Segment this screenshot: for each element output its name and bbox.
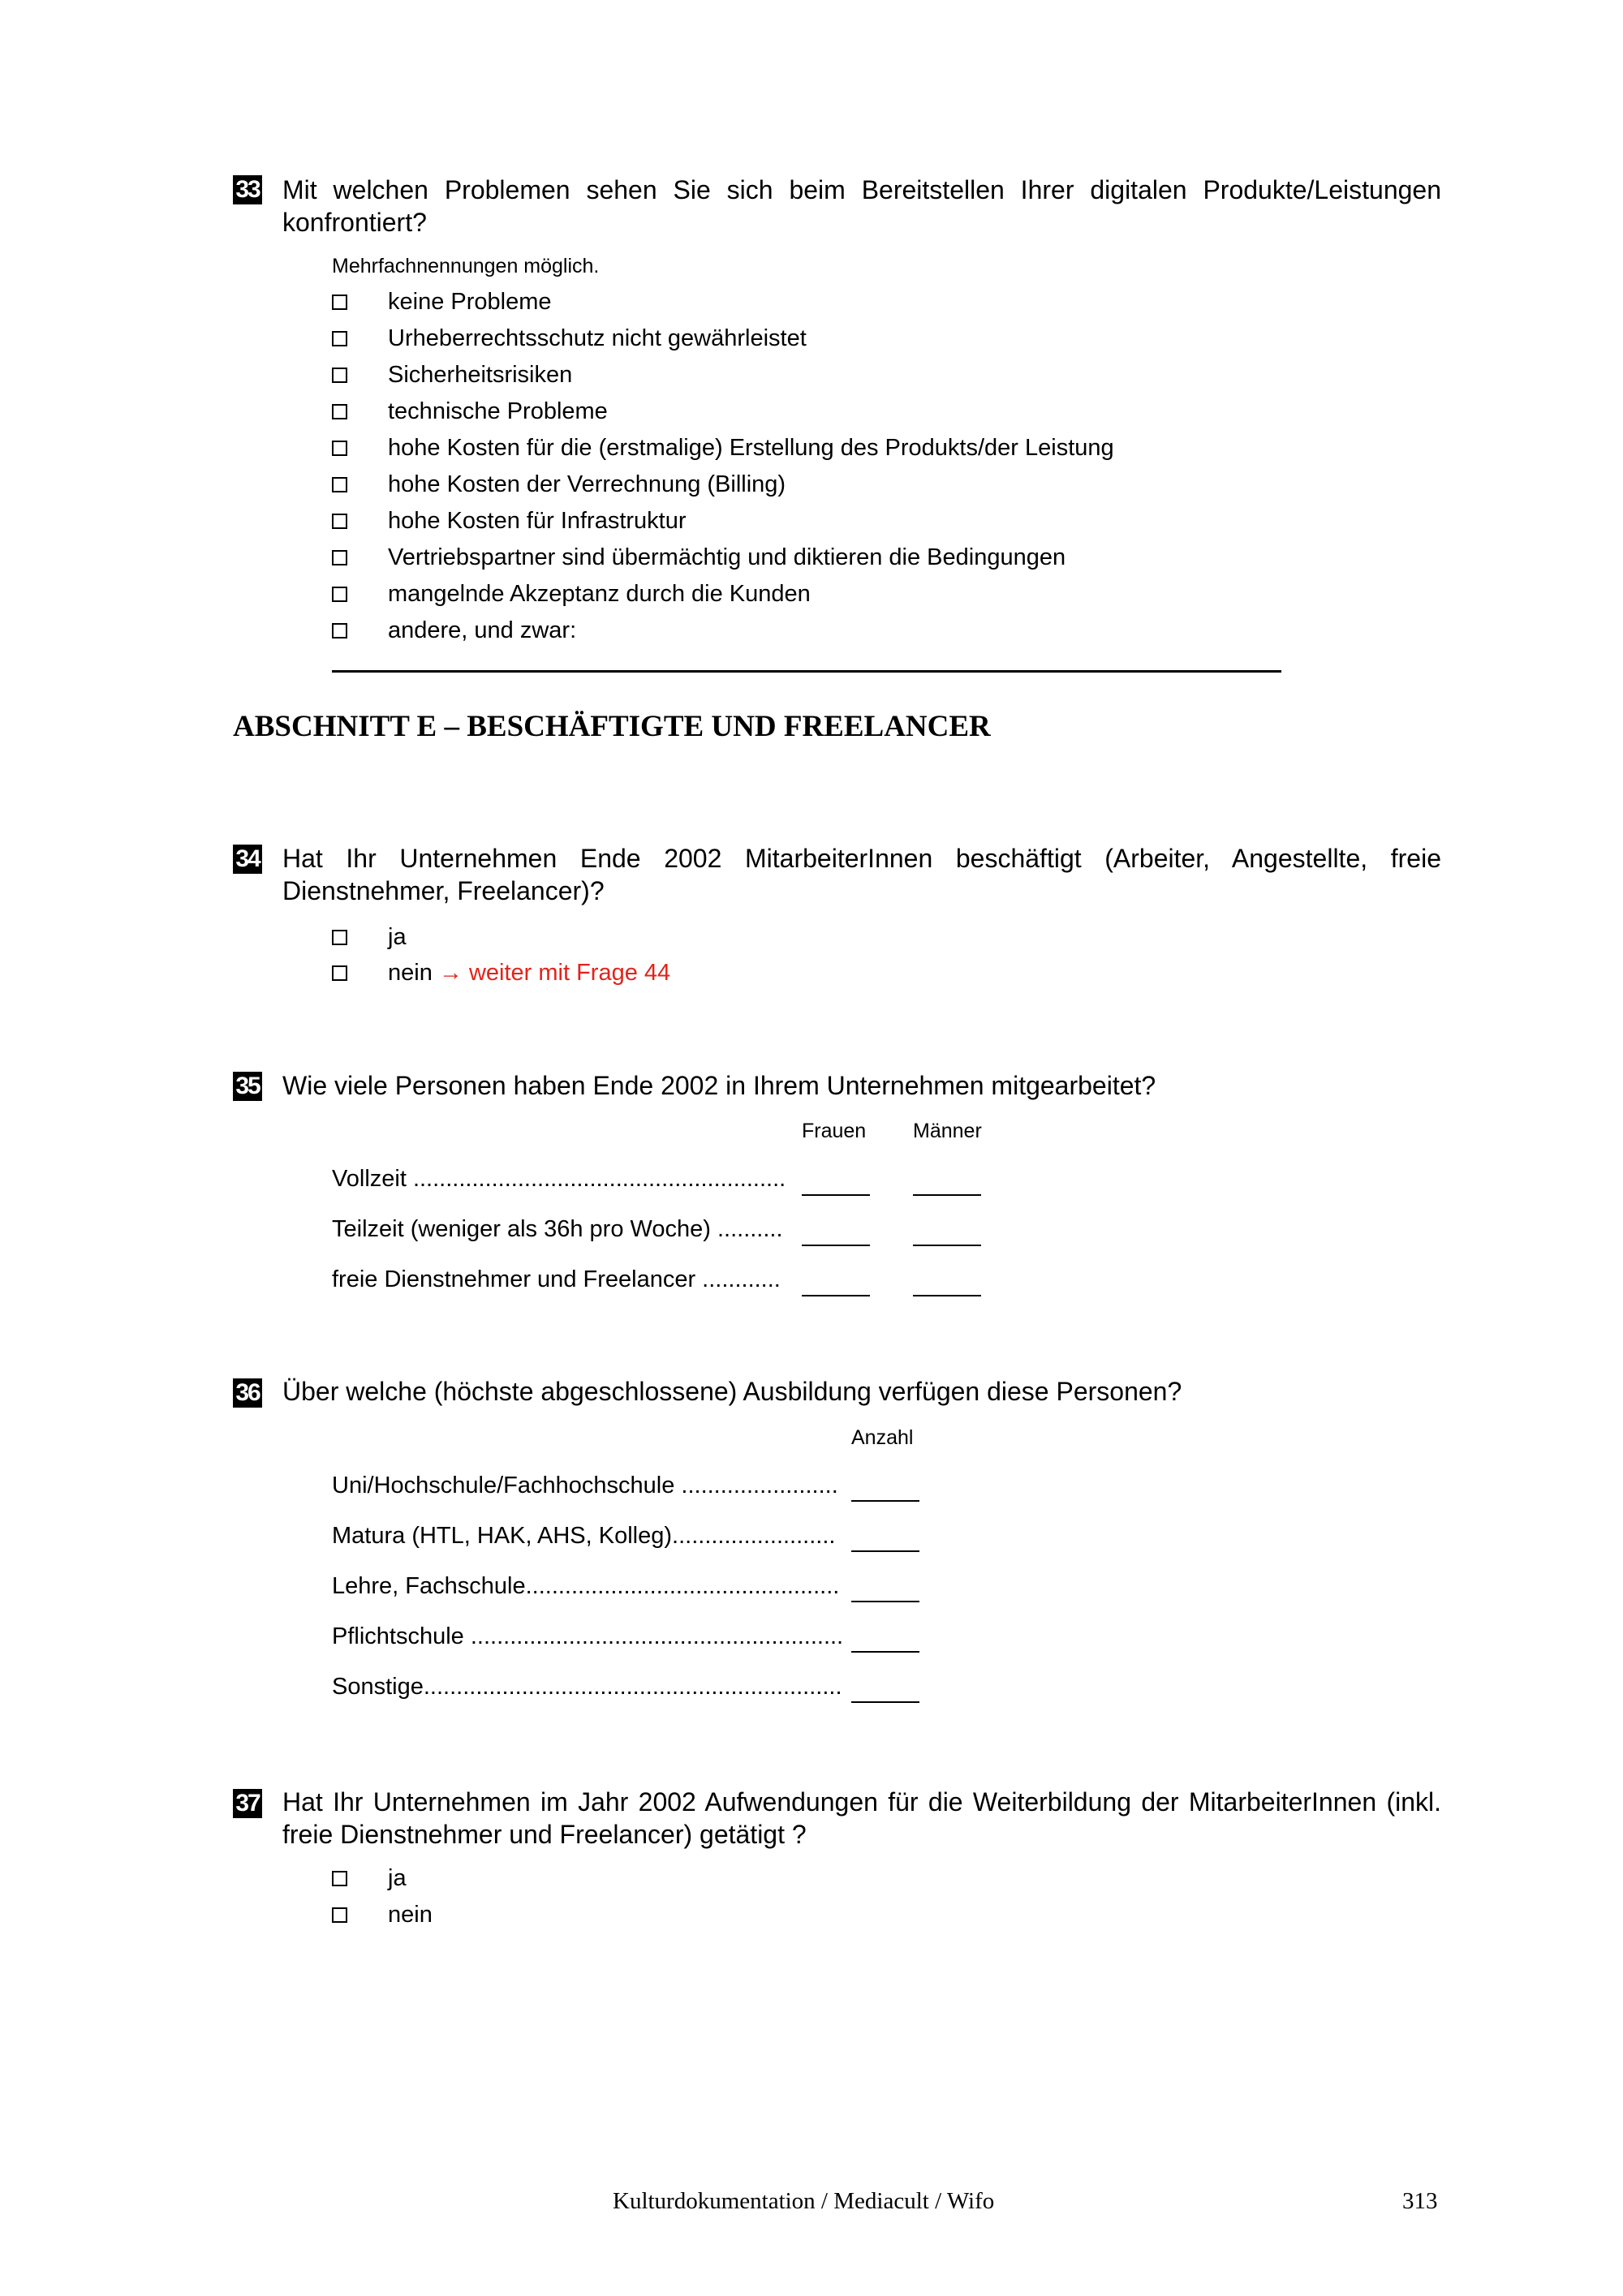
q35-row-freelancer: freie Dienstnehmer und Freelancer ............ xyxy=(332,1266,781,1292)
q36-row-compulsory: Pflichtschule ......................................................... xyxy=(332,1623,844,1649)
checkbox[interactable] xyxy=(332,623,347,638)
option-label: hohe Kosten für die (erstmalige) Erstellung des Produkts/der Leistung xyxy=(388,435,1114,461)
q35-parttime-men-field[interactable] xyxy=(913,1245,981,1246)
checkbox[interactable] xyxy=(332,1907,347,1923)
q35-row-fulltime: Vollzeit ......................................................... xyxy=(332,1166,786,1192)
option-label: ja xyxy=(388,1865,407,1891)
skip-instruction: weiter mit Frage 44 xyxy=(468,960,671,986)
checkbox[interactable] xyxy=(332,550,347,565)
question-34-text: Hat Ihr Unternehmen Ende 2002 MitarbeiterInnen beschäftigt (Arbeiter, Angestellte, freie Dienstnehmer, Freelancer)? xyxy=(282,844,1441,905)
option-label: hohe Kosten für Infrastruktur xyxy=(388,508,687,534)
q35-row-parttime: Teilzeit (weniger als 36h pro Woche) .......... xyxy=(332,1216,783,1242)
option-label: andere, und zwar: xyxy=(388,617,577,643)
option-label: technische Probleme xyxy=(388,398,608,424)
q33-option-5[interactable] xyxy=(332,430,1114,467)
option-label: Vertriebspartner sind übermächtig und diktieren die Bedingungen xyxy=(388,544,1066,570)
q33-option-4[interactable] xyxy=(332,393,608,430)
question-number-35: 35 xyxy=(233,1072,262,1101)
question-33-text: Mit welchen Problemen sehen Sie sich beim Bereitstellen Ihrer digitalen Produkte/Leistungen konfrontiert? xyxy=(282,175,1441,237)
checkbox[interactable] xyxy=(332,441,347,456)
question-36-text: Über welche (höchste abgeschlossene) Ausbildung verfügen diese Personen? xyxy=(282,1377,1182,1406)
skip-arrow-icon: → xyxy=(438,960,463,986)
q37-option-nein[interactable] xyxy=(332,1897,433,1933)
q33-option-7[interactable] xyxy=(332,503,687,540)
q36-matura-field[interactable] xyxy=(851,1550,919,1552)
question-number-37: 37 xyxy=(233,1789,262,1818)
option-label: keine Probleme xyxy=(388,289,552,315)
q35-parttime-women-field[interactable] xyxy=(802,1245,870,1246)
q34-option-ja[interactable] xyxy=(332,919,407,956)
question-37-text: Hat Ihr Unternehmen im Jahr 2002 Aufwendungen für die Weiterbildung der MitarbeiterInnen (inkl. freie Dienstnehmer und Freelancer) getätigt ? xyxy=(282,1787,1441,1849)
question-35-text: Wie viele Personen haben Ende 2002 in Ihrem Unternehmen mitgearbeitet? xyxy=(282,1071,1156,1100)
q35-fulltime-men-field[interactable] xyxy=(913,1194,981,1196)
q37-option-ja[interactable] xyxy=(332,1860,407,1897)
checkbox[interactable] xyxy=(332,368,347,383)
section-heading: ABSCHNITT E – BESCHÄFTIGTE UND FREELANCER xyxy=(233,710,991,743)
q33-option-9[interactable] xyxy=(332,576,811,613)
q33-option-10[interactable] xyxy=(332,613,576,649)
option-label: mangelnde Akzeptanz durch die Kunden xyxy=(388,581,811,607)
question-33-note: Mehrfachnennungen möglich. xyxy=(332,255,600,277)
q35-fulltime-women-field[interactable] xyxy=(802,1194,870,1196)
option-label: Urheberrechtsschutz nicht gewährleistet xyxy=(388,325,807,351)
page-number: 313 xyxy=(1402,2188,1438,2214)
checkbox[interactable] xyxy=(332,587,347,602)
q33-option-2[interactable] xyxy=(332,320,807,357)
checkbox[interactable] xyxy=(332,295,347,310)
checkbox[interactable] xyxy=(332,1871,347,1886)
option-text: nein xyxy=(388,960,433,986)
option-label: ja xyxy=(388,924,407,950)
option-label: nein xyxy=(388,1902,433,1928)
column-header-women: Frauen xyxy=(802,1120,867,1142)
q33-option-1[interactable] xyxy=(332,284,552,320)
q33-option-3[interactable] xyxy=(332,357,572,393)
q33-option-8[interactable] xyxy=(332,540,1065,576)
option-label: Sicherheitsrisiken xyxy=(388,362,573,388)
q36-row-apprenticeship: Lehre, Fachschule................................................ xyxy=(332,1573,840,1599)
q36-row-other: Sonstige................................................................ xyxy=(332,1674,842,1700)
q35-freelancer-men-field[interactable] xyxy=(913,1295,981,1296)
option-label xyxy=(388,960,670,987)
q36-compulsory-field[interactable] xyxy=(851,1651,919,1653)
q36-other-field[interactable] xyxy=(851,1701,919,1703)
q36-row-university: Uni/Hochschule/Fachhochschule ........................ xyxy=(332,1473,838,1498)
q34-option-nein[interactable] xyxy=(332,955,670,991)
checkbox[interactable] xyxy=(332,404,347,419)
question-number-33: 33 xyxy=(233,175,262,204)
option-label: hohe Kosten der Verrechnung (Billing) xyxy=(388,471,786,497)
q35-freelancer-women-field[interactable] xyxy=(802,1295,870,1296)
checkbox[interactable] xyxy=(332,514,347,529)
q36-university-field[interactable] xyxy=(851,1500,919,1502)
column-header-men: Männer xyxy=(913,1120,982,1142)
checkbox[interactable] xyxy=(332,477,347,492)
checkbox[interactable] xyxy=(332,965,347,981)
q33-option-6[interactable] xyxy=(332,467,786,503)
q36-apprenticeship-field[interactable] xyxy=(851,1601,919,1602)
q33-other-answer-line[interactable] xyxy=(332,670,1281,673)
question-number-34: 34 xyxy=(233,845,262,874)
footer-source: Kulturdokumentation / Mediacult / Wifo xyxy=(613,2188,995,2214)
column-header-count: Anzahl xyxy=(851,1426,914,1449)
checkbox[interactable] xyxy=(332,930,347,945)
checkbox[interactable] xyxy=(332,331,347,346)
question-number-36: 36 xyxy=(233,1378,262,1408)
q36-row-matura: Matura (HTL, HAK, AHS, Kolleg)......................... xyxy=(332,1523,836,1549)
